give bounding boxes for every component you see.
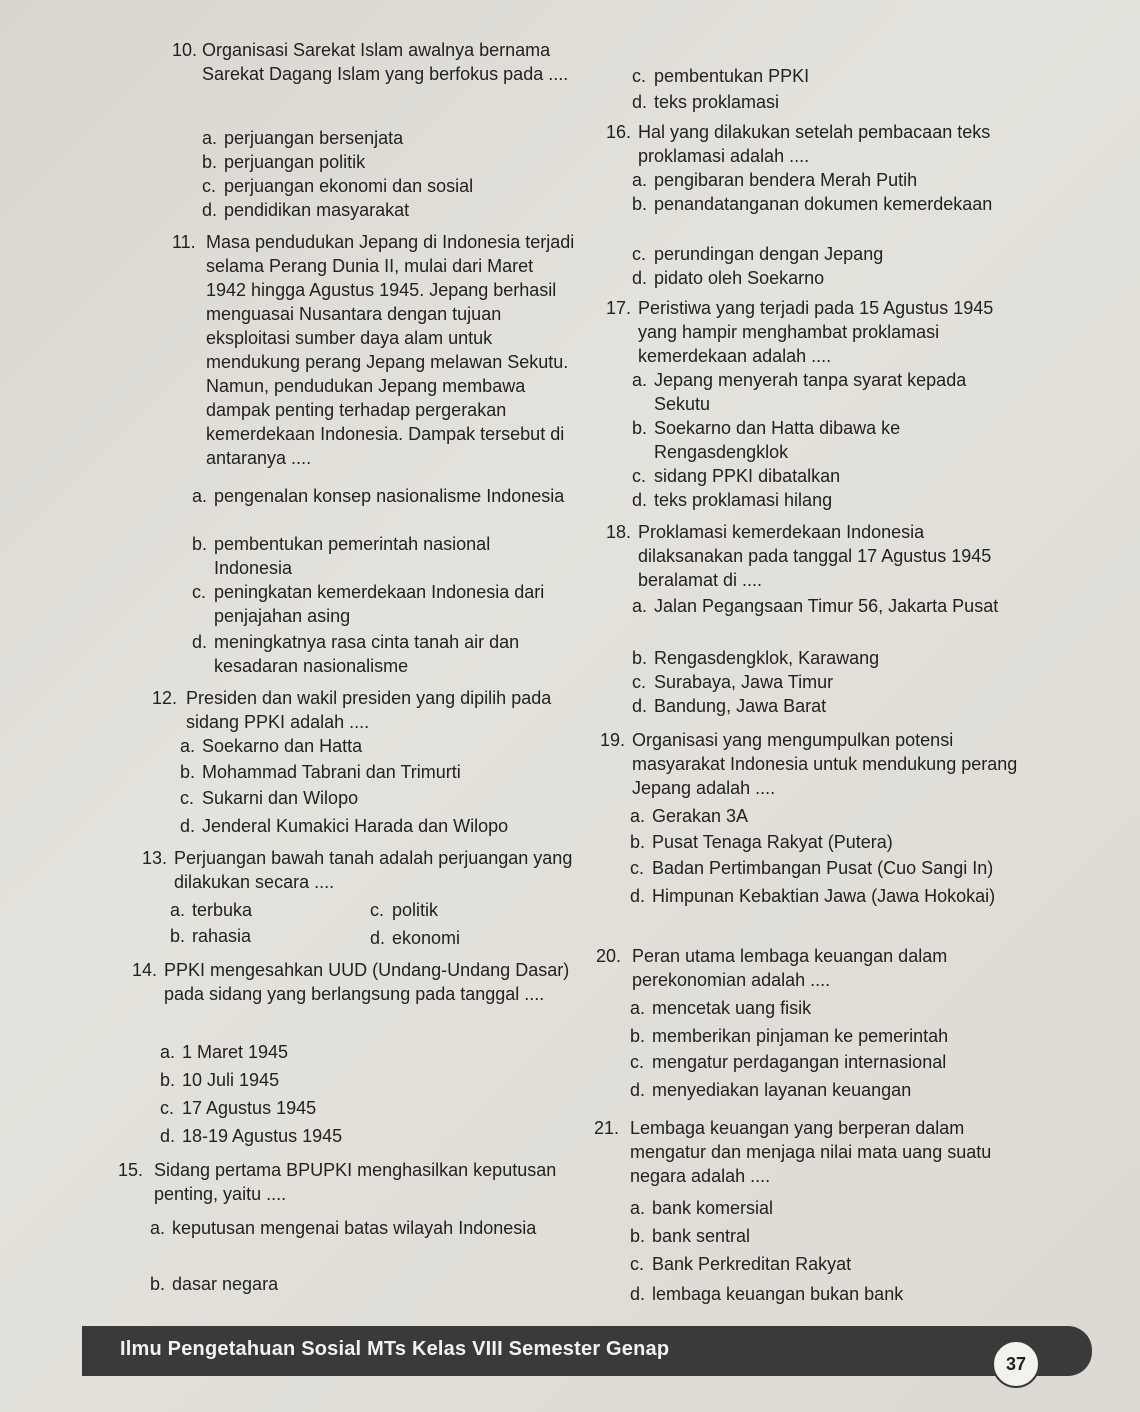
option-18a[interactable]: a. Jalan Pegangsaan Timur 56, Jakarta Pusat — [632, 596, 999, 616]
option-17c[interactable]: c. sidang PPKI dibatalkan — [632, 466, 841, 486]
option-17b[interactable]: b. Soekarno dan Hatta dibawa ke Rengasdengklok — [632, 418, 901, 462]
option-16b[interactable]: b. penandatanganan dokumen kemerdekaan — [632, 194, 993, 214]
question-16 — [606, 120, 1026, 168]
option-10b[interactable]: b. perjuangan politik — [202, 152, 366, 172]
option-12c[interactable]: c. Sukarni dan Wilopo — [180, 788, 359, 808]
question-stem: Peran utama lembaga keuangan dalam perekonomian adalah .... — [632, 946, 948, 990]
option-13a[interactable]: a. terbuka — [170, 900, 253, 920]
option-13c[interactable]: c. politik — [370, 900, 439, 920]
question-17 — [606, 296, 1032, 368]
question-stem: PPKI mengesahkan UUD (Undang-Undang Dasar) pada sidang yang berlangsung pada tanggal .... — [164, 960, 570, 1004]
question-21 — [594, 1116, 1030, 1188]
question-number: 20. — [596, 946, 622, 966]
option-11c[interactable]: c. peningkatan kemerdekaan Indonesia dari penjajahan asing — [192, 582, 545, 626]
question-number: 16. — [606, 122, 632, 142]
question-13 — [142, 846, 578, 894]
option-14b[interactable]: b. 10 Juli 1945 — [160, 1070, 280, 1090]
option-10c[interactable]: c. perjuangan ekonomi dan sosial — [202, 176, 474, 196]
question-12 — [152, 686, 576, 734]
question-number: 17. — [606, 298, 632, 318]
question-number: 13. — [142, 848, 168, 868]
option-20d[interactable]: d. menyediakan layanan keuangan — [630, 1080, 912, 1100]
option-17a[interactable]: a. Jepang menyerah tanpa syarat kepada Sekutu — [632, 370, 967, 414]
option-19b[interactable]: b. Pusat Tenaga Rakyat (Putera) — [630, 832, 893, 852]
question-stem: Proklamasi kemerdekaan Indonesia dilaksanakan pada tanggal 17 Agustus 1945 beralamat di .... — [638, 522, 992, 590]
question-stem: Organisasi Sarekat Islam awalnya bernama Sarekat Dagang Islam yang berfokus pada .... — [202, 40, 569, 84]
option-13b[interactable]: b. rahasia — [170, 926, 252, 946]
option-14d[interactable]: d. 18-19 Agustus 1945 — [160, 1126, 343, 1146]
option-19d[interactable]: d. Himpunan Kebaktian Jawa (Jawa Hokokai) — [630, 886, 996, 906]
question-stem: Lembaga keuangan yang berperan dalam mengatur dan menjaga nilai mata uang suatu negara adalah .... — [630, 1118, 992, 1186]
question-19 — [600, 728, 1026, 800]
question-number: 19. — [600, 730, 626, 750]
question-number: 21. — [594, 1118, 620, 1138]
option-18d[interactable]: d. Bandung, Jawa Barat — [632, 696, 827, 716]
option-19a[interactable]: a. Gerakan 3A — [630, 806, 749, 826]
option-14a[interactable]: a. 1 Maret 1945 — [160, 1042, 289, 1062]
option-11d[interactable]: d. meningkatnya rasa cinta tanah air dan kesadaran nasionalisme — [192, 632, 520, 676]
page-number-badge: 37 — [992, 1340, 1040, 1388]
question-15 — [118, 1158, 570, 1206]
question-10 — [172, 38, 592, 86]
question-stem: Hal yang dilakukan setelah pembacaan teks proklamasi adalah .... — [638, 122, 991, 166]
option-10d[interactable]: d. pendidikan masyarakat — [202, 200, 410, 220]
question-11 — [172, 230, 576, 470]
option-18b[interactable]: b. Rengasdengklok, Karawang — [632, 648, 880, 668]
question-number: 14. — [132, 960, 158, 980]
question-20 — [596, 944, 1026, 992]
option-21a[interactable]: a. bank komersial — [630, 1198, 774, 1218]
footer-title: Ilmu Pengetahuan Sosial MTs Kelas VIII Semester Genap — [120, 1338, 670, 1360]
option-20c[interactable]: c. mengatur perdagangan internasional — [630, 1052, 947, 1072]
option-12b[interactable]: b. Mohammad Tabrani dan Trimurti — [180, 762, 461, 782]
option-15c[interactable]: c. pembentukan PPKI — [632, 66, 810, 86]
question-14 — [132, 958, 572, 1006]
option-15b[interactable]: b. dasar negara — [150, 1274, 279, 1294]
option-14c[interactable]: c. 17 Agustus 1945 — [160, 1098, 317, 1118]
option-17d[interactable]: d. teks proklamasi hilang — [632, 490, 833, 510]
question-stem: Organisasi yang mengumpulkan potensi masyarakat Indonesia untuk mendukung perang Jepang adalah .... — [632, 730, 1018, 798]
option-10a[interactable]: a. perjuangan bersenjata — [202, 128, 404, 148]
question-stem: Masa pendudukan Jepang di Indonesia terjadi selama Perang Dunia II, mulai dari Maret 1942 hingga Agustus 1945. Jepang berhasil menguasai Nusantara dengan tujuan eksploitasi sumber daya alam untuk mendukung perang Jepang melawan Sekutu. Namun, pendudukan Jepang membawa dampak penting terhadap pergerakan kemerdekaan Indonesia. Dampak tersebut di antaranya .... — [206, 232, 575, 468]
option-11a[interactable]: a. pengenalan konsep nasionalisme Indonesia — [192, 486, 565, 506]
question-18 — [606, 520, 1026, 592]
question-stem: Peristiwa yang terjadi pada 15 Agustus 1945 yang hampir menghambat proklamasi kemerdekaan adalah .... — [638, 298, 994, 366]
option-13d[interactable]: d. ekonomi — [370, 928, 461, 948]
option-16a[interactable]: a. pengibaran bendera Merah Putih — [632, 170, 918, 190]
question-number: 11. — [172, 232, 196, 252]
option-21d[interactable]: d. lembaga keuangan bukan bank — [630, 1284, 904, 1304]
question-number: 15. — [118, 1160, 144, 1180]
option-21b[interactable]: b. bank sentral — [630, 1226, 751, 1246]
question-number: 10. — [172, 40, 198, 60]
question-stem: Sidang pertama BPUPKI menghasilkan keputusan penting, yaitu .... — [154, 1160, 557, 1204]
option-19c[interactable]: c. Badan Pertimbangan Pusat (Cuo Sangi In) — [630, 858, 994, 878]
option-20b[interactable]: b. memberikan pinjaman ke pemerintah — [630, 1026, 949, 1046]
option-12d[interactable]: d. Jenderal Kumakici Harada dan Wilopo — [180, 816, 509, 836]
option-15d[interactable]: d. teks proklamasi — [632, 92, 780, 112]
option-21c[interactable]: c. Bank Perkreditan Rakyat — [630, 1254, 852, 1274]
question-stem: Presiden dan wakil presiden yang dipilih pada sidang PPKI adalah .... — [186, 688, 552, 732]
question-number: 18. — [606, 522, 632, 542]
option-18c[interactable]: c. Surabaya, Jawa Timur — [632, 672, 834, 692]
question-number: 12. — [152, 688, 178, 708]
option-16c[interactable]: c. perundingan dengan Jepang — [632, 244, 884, 264]
option-11b[interactable]: b. pembentukan pemerintah nasional Indonesia — [192, 534, 491, 578]
option-15a[interactable]: a. keputusan mengenai batas wilayah Indonesia — [150, 1218, 537, 1238]
option-16d[interactable]: d. pidato oleh Soekarno — [632, 268, 825, 288]
option-12a[interactable]: a. Soekarno dan Hatta — [180, 736, 363, 756]
option-20a[interactable]: a. mencetak uang fisik — [630, 998, 812, 1018]
question-stem: Perjuangan bawah tanah adalah perjuangan yang dilakukan secara .... — [174, 848, 573, 892]
